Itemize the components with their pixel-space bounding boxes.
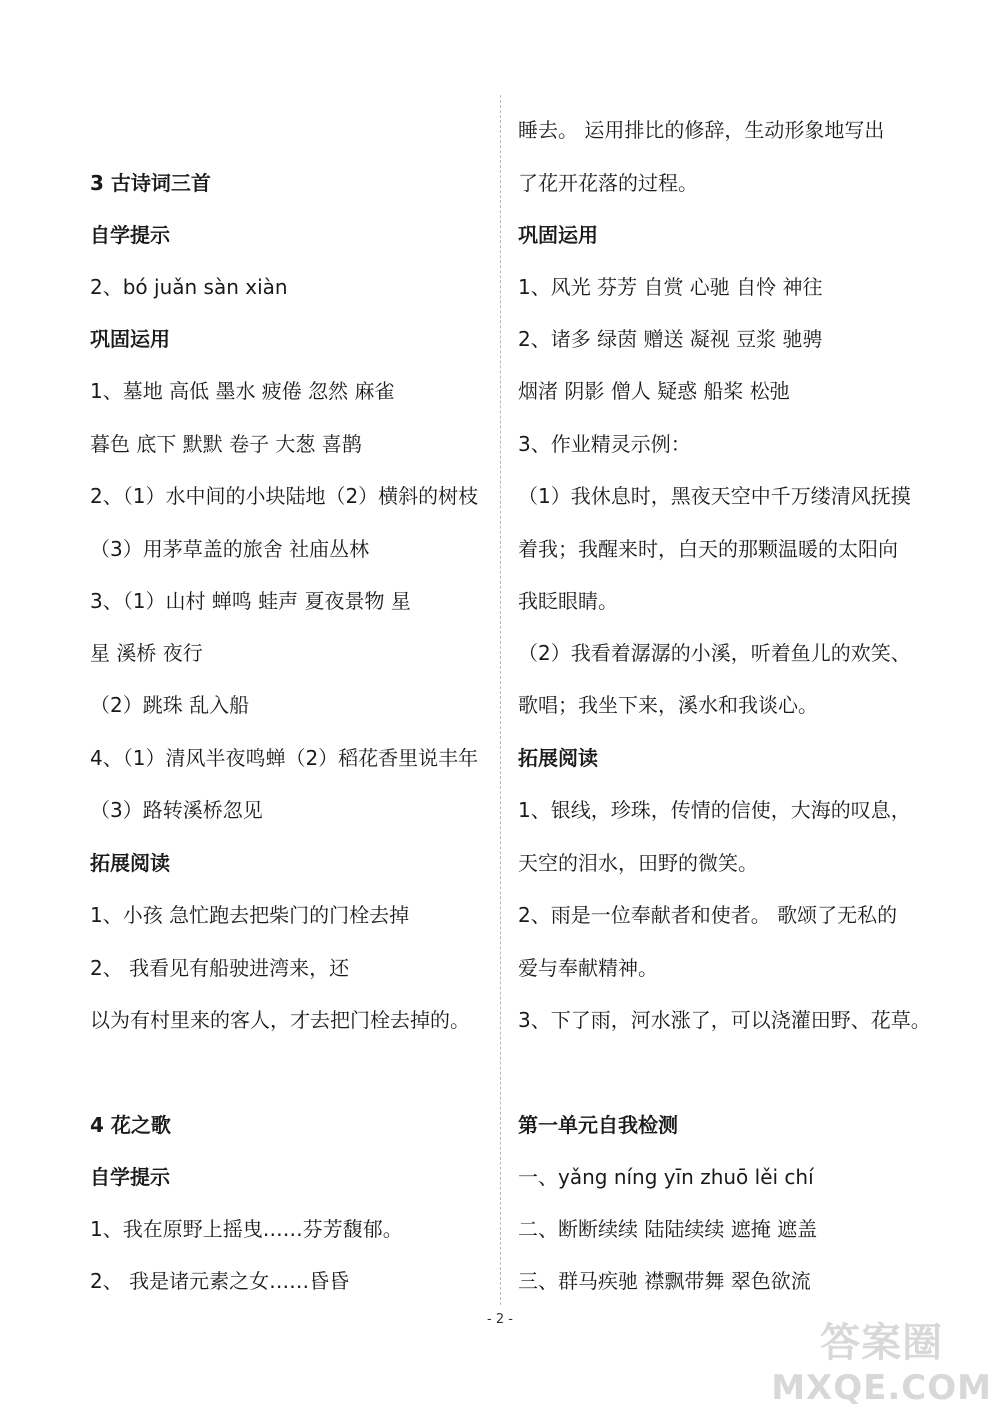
answer-line: 2、（1）水中间的小块陆地（2）横斜的树枝 [90, 484, 479, 508]
answer-line: 爱与奉献精神。 [518, 956, 658, 980]
answer-line: 歌唱；我坐下来，溪水和我谈心。 [518, 693, 818, 717]
watermark-top-text: 答案圈 [820, 1320, 944, 1366]
answer-line: （2）跳珠 乱入船 [90, 693, 250, 717]
answer-line: 2、bó juǎn sàn xiàn [90, 275, 288, 299]
answer-line: 二、断断续续 陆陆续续 遮掩 遮盖 [518, 1217, 818, 1241]
answer-line: 2、 我看见有船驶进湾来，还 [90, 956, 350, 980]
answer-line: 以为有村里来的客人，才去把门栓去掉的。 [90, 1008, 470, 1032]
watermark-bottom-text: MXQE.COM [771, 1368, 992, 1408]
answer-line: 一、yǎng níng yīn zhuō lěi chí [518, 1165, 814, 1189]
answer-line: 星 溪桥 夜行 [90, 641, 203, 665]
answer-line: 2、诸多 绿茵 赠送 凝视 豆浆 驰骋 [518, 327, 823, 351]
section-heading: 第一单元自我检测 [518, 1113, 678, 1137]
answer-line: （1）我休息时，黑夜天空中千万缕清风抚摸 [518, 484, 911, 508]
answer-line: 1、我在原野上摇曳……芬芳馥郁。 [90, 1217, 403, 1241]
answer-line: 2、 我是诸元素之女……昏昏 [90, 1269, 350, 1293]
page-number: - 2 - [487, 1312, 513, 1327]
answer-line: 了花开花落的过程。 [518, 171, 698, 195]
answer-line: 我眨眼睛。 [518, 589, 618, 613]
answer-line: 3、作业精灵示例： [518, 432, 691, 456]
answer-line: （3）用茅草盖的旅舍 社庙丛林 [90, 537, 370, 561]
answer-line: （2）我看着潺潺的小溪，听着鱼儿的欢笑、 [518, 641, 911, 665]
section-heading: 巩固运用 [518, 223, 598, 247]
answer-line: 暮色 底下 默默 卷子 大葱 喜鹊 [90, 432, 362, 456]
answer-line: 1、银线，珍珠，传情的信使，大海的叹息， [518, 798, 911, 822]
section-heading: 拓展阅读 [90, 851, 170, 875]
section-heading: 自学提示 [90, 223, 170, 247]
answer-line: 天空的泪水，田野的微笑。 [518, 851, 758, 875]
answer-line: 1、风光 芬芳 自赏 心驰 自怜 神往 [518, 275, 823, 299]
section-heading: 拓展阅读 [518, 746, 598, 770]
answer-line: 4、（1）清风半夜鸣蝉（2）稻花香里说丰年 [90, 746, 479, 770]
answer-line: 着我；我醒来时，白天的那颗温暖的太阳向 [518, 537, 898, 561]
answer-line: 睡去。 运用排比的修辞，生动形象地写出 [518, 118, 885, 142]
section-heading: 4 花之歌 [90, 1113, 171, 1137]
answer-line: 2、雨是一位奉献者和使者。 歌颂了无私的 [518, 903, 898, 927]
column-divider [500, 95, 501, 1305]
answer-line: 1、小孩 急忙跑去把柴门的门栓去掉 [90, 903, 410, 927]
watermark-logo [771, 1311, 992, 1408]
answer-line: 3、下了雨，河水涨了，可以浇灌田野、花草。 [518, 1008, 931, 1032]
answer-line: 三、群马疾驰 襟飘带舞 翠色欲流 [518, 1269, 811, 1293]
answer-line: 1、墓地 高低 墨水 疲倦 忽然 麻雀 [90, 379, 395, 403]
answer-line: 3、（1）山村 蝉鸣 蛙声 夏夜景物 星 [90, 589, 411, 613]
answer-line: 烟渚 阴影 僧人 疑惑 船桨 松弛 [518, 379, 790, 403]
section-heading: 自学提示 [90, 1165, 170, 1189]
section-heading: 3 古诗词三首 [90, 171, 211, 195]
section-heading: 巩固运用 [90, 327, 170, 351]
answer-line: （3）路转溪桥忽见 [90, 798, 263, 822]
